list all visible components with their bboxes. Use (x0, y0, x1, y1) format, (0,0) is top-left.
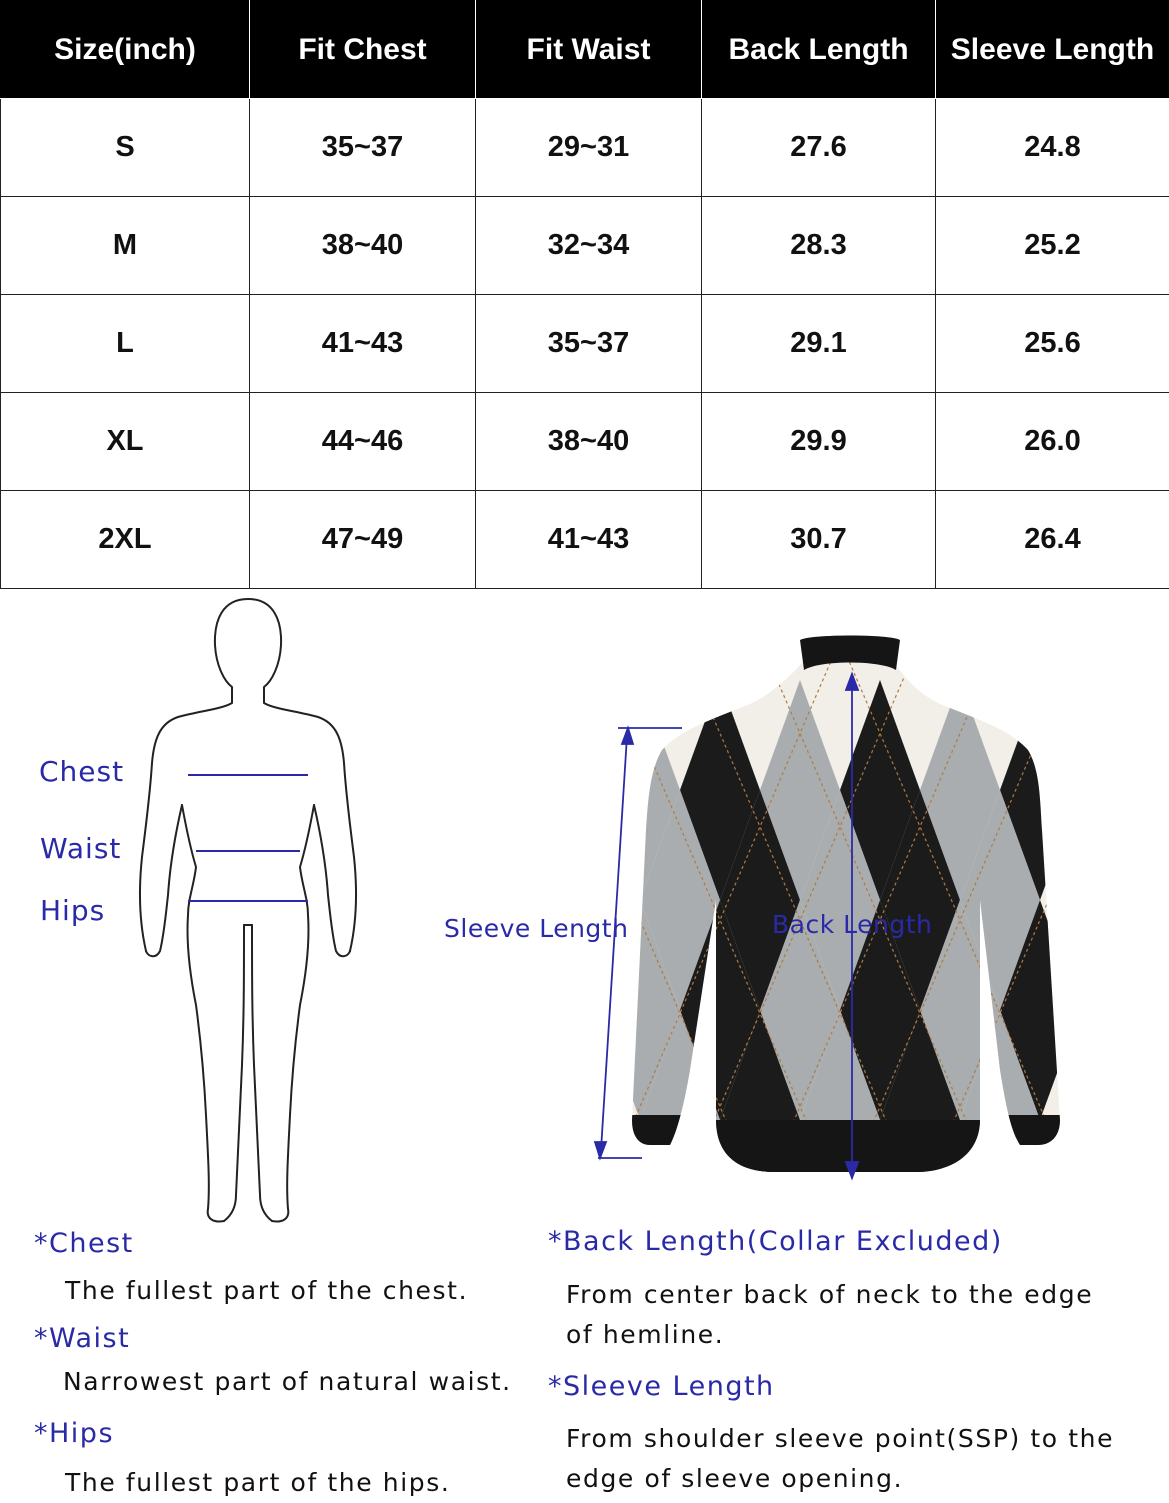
chest-note-title: *Chest (34, 1228, 134, 1259)
back-length-note-title: *Back Length(Collar Excluded) (548, 1226, 1003, 1257)
sleeve-length-note-desc-1: From shoulder sleeve point(SSP) to the (566, 1418, 1114, 1459)
cell-size: 2XL (1, 491, 250, 589)
cell-sleeve: 25.2 (936, 197, 1169, 295)
hips-label: Hips (40, 894, 105, 927)
header-fit-waist: Fit Waist (476, 1, 702, 99)
size-table (0, 0, 1169, 589)
cell-waist: 41~43 (476, 491, 702, 589)
cell-waist: 32~34 (476, 197, 702, 295)
hips-note-desc: The fullest part of the hips. (65, 1462, 450, 1503)
back-length-note-desc-2: of hemline. (566, 1314, 724, 1355)
header-fit-chest: Fit Chest (250, 1, 476, 99)
body-measurement-figure (0, 595, 430, 1235)
cell-chest: 44~46 (250, 393, 476, 491)
cell-back: 29.9 (702, 393, 936, 491)
table-row (1, 99, 1169, 197)
chest-label: Chest (39, 755, 124, 788)
cell-sleeve: 24.8 (936, 99, 1169, 197)
cell-sleeve: 26.4 (936, 491, 1169, 589)
cell-size: S (1, 99, 250, 197)
cell-size: XL (1, 393, 250, 491)
cell-chest: 35~37 (250, 99, 476, 197)
cell-chest: 47~49 (250, 491, 476, 589)
back-length-note-desc-1: From center back of neck to the edge (566, 1274, 1093, 1315)
cell-back: 29.1 (702, 295, 936, 393)
table-row (1, 197, 1169, 295)
waist-note-desc: Narrowest part of natural waist. (63, 1361, 512, 1402)
cell-back: 28.3 (702, 197, 936, 295)
waist-label: Waist (40, 832, 121, 865)
sleeve-length-note-title: *Sleeve Length (548, 1371, 775, 1402)
sleeve-length-note-desc-2: edge of sleeve opening. (566, 1458, 903, 1499)
table-row (1, 393, 1169, 491)
cell-sleeve: 26.0 (936, 393, 1169, 491)
cell-chest: 41~43 (250, 295, 476, 393)
sleeve-length-label: Sleeve Length (444, 914, 628, 943)
waist-note-title: *Waist (34, 1323, 130, 1354)
table-row (1, 295, 1169, 393)
cell-sleeve: 25.6 (936, 295, 1169, 393)
chest-note-desc: The fullest part of the chest. (65, 1270, 468, 1311)
hips-note-title: *Hips (34, 1418, 114, 1449)
sweater-measurement-figure (420, 600, 1169, 1220)
cell-size: M (1, 197, 250, 295)
cell-waist: 29~31 (476, 99, 702, 197)
back-length-label: Back Length (772, 910, 932, 939)
cell-back: 30.7 (702, 491, 936, 589)
cell-waist: 38~40 (476, 393, 702, 491)
cell-back: 27.6 (702, 99, 936, 197)
header-back-length: Back Length (702, 1, 936, 99)
cell-chest: 38~40 (250, 197, 476, 295)
cell-waist: 35~37 (476, 295, 702, 393)
cell-size: L (1, 295, 250, 393)
header-size: Size(inch) (1, 1, 250, 99)
header-sleeve-length: Sleeve Length (936, 1, 1169, 99)
table-row (1, 491, 1169, 589)
table-header-row (1, 1, 1169, 99)
